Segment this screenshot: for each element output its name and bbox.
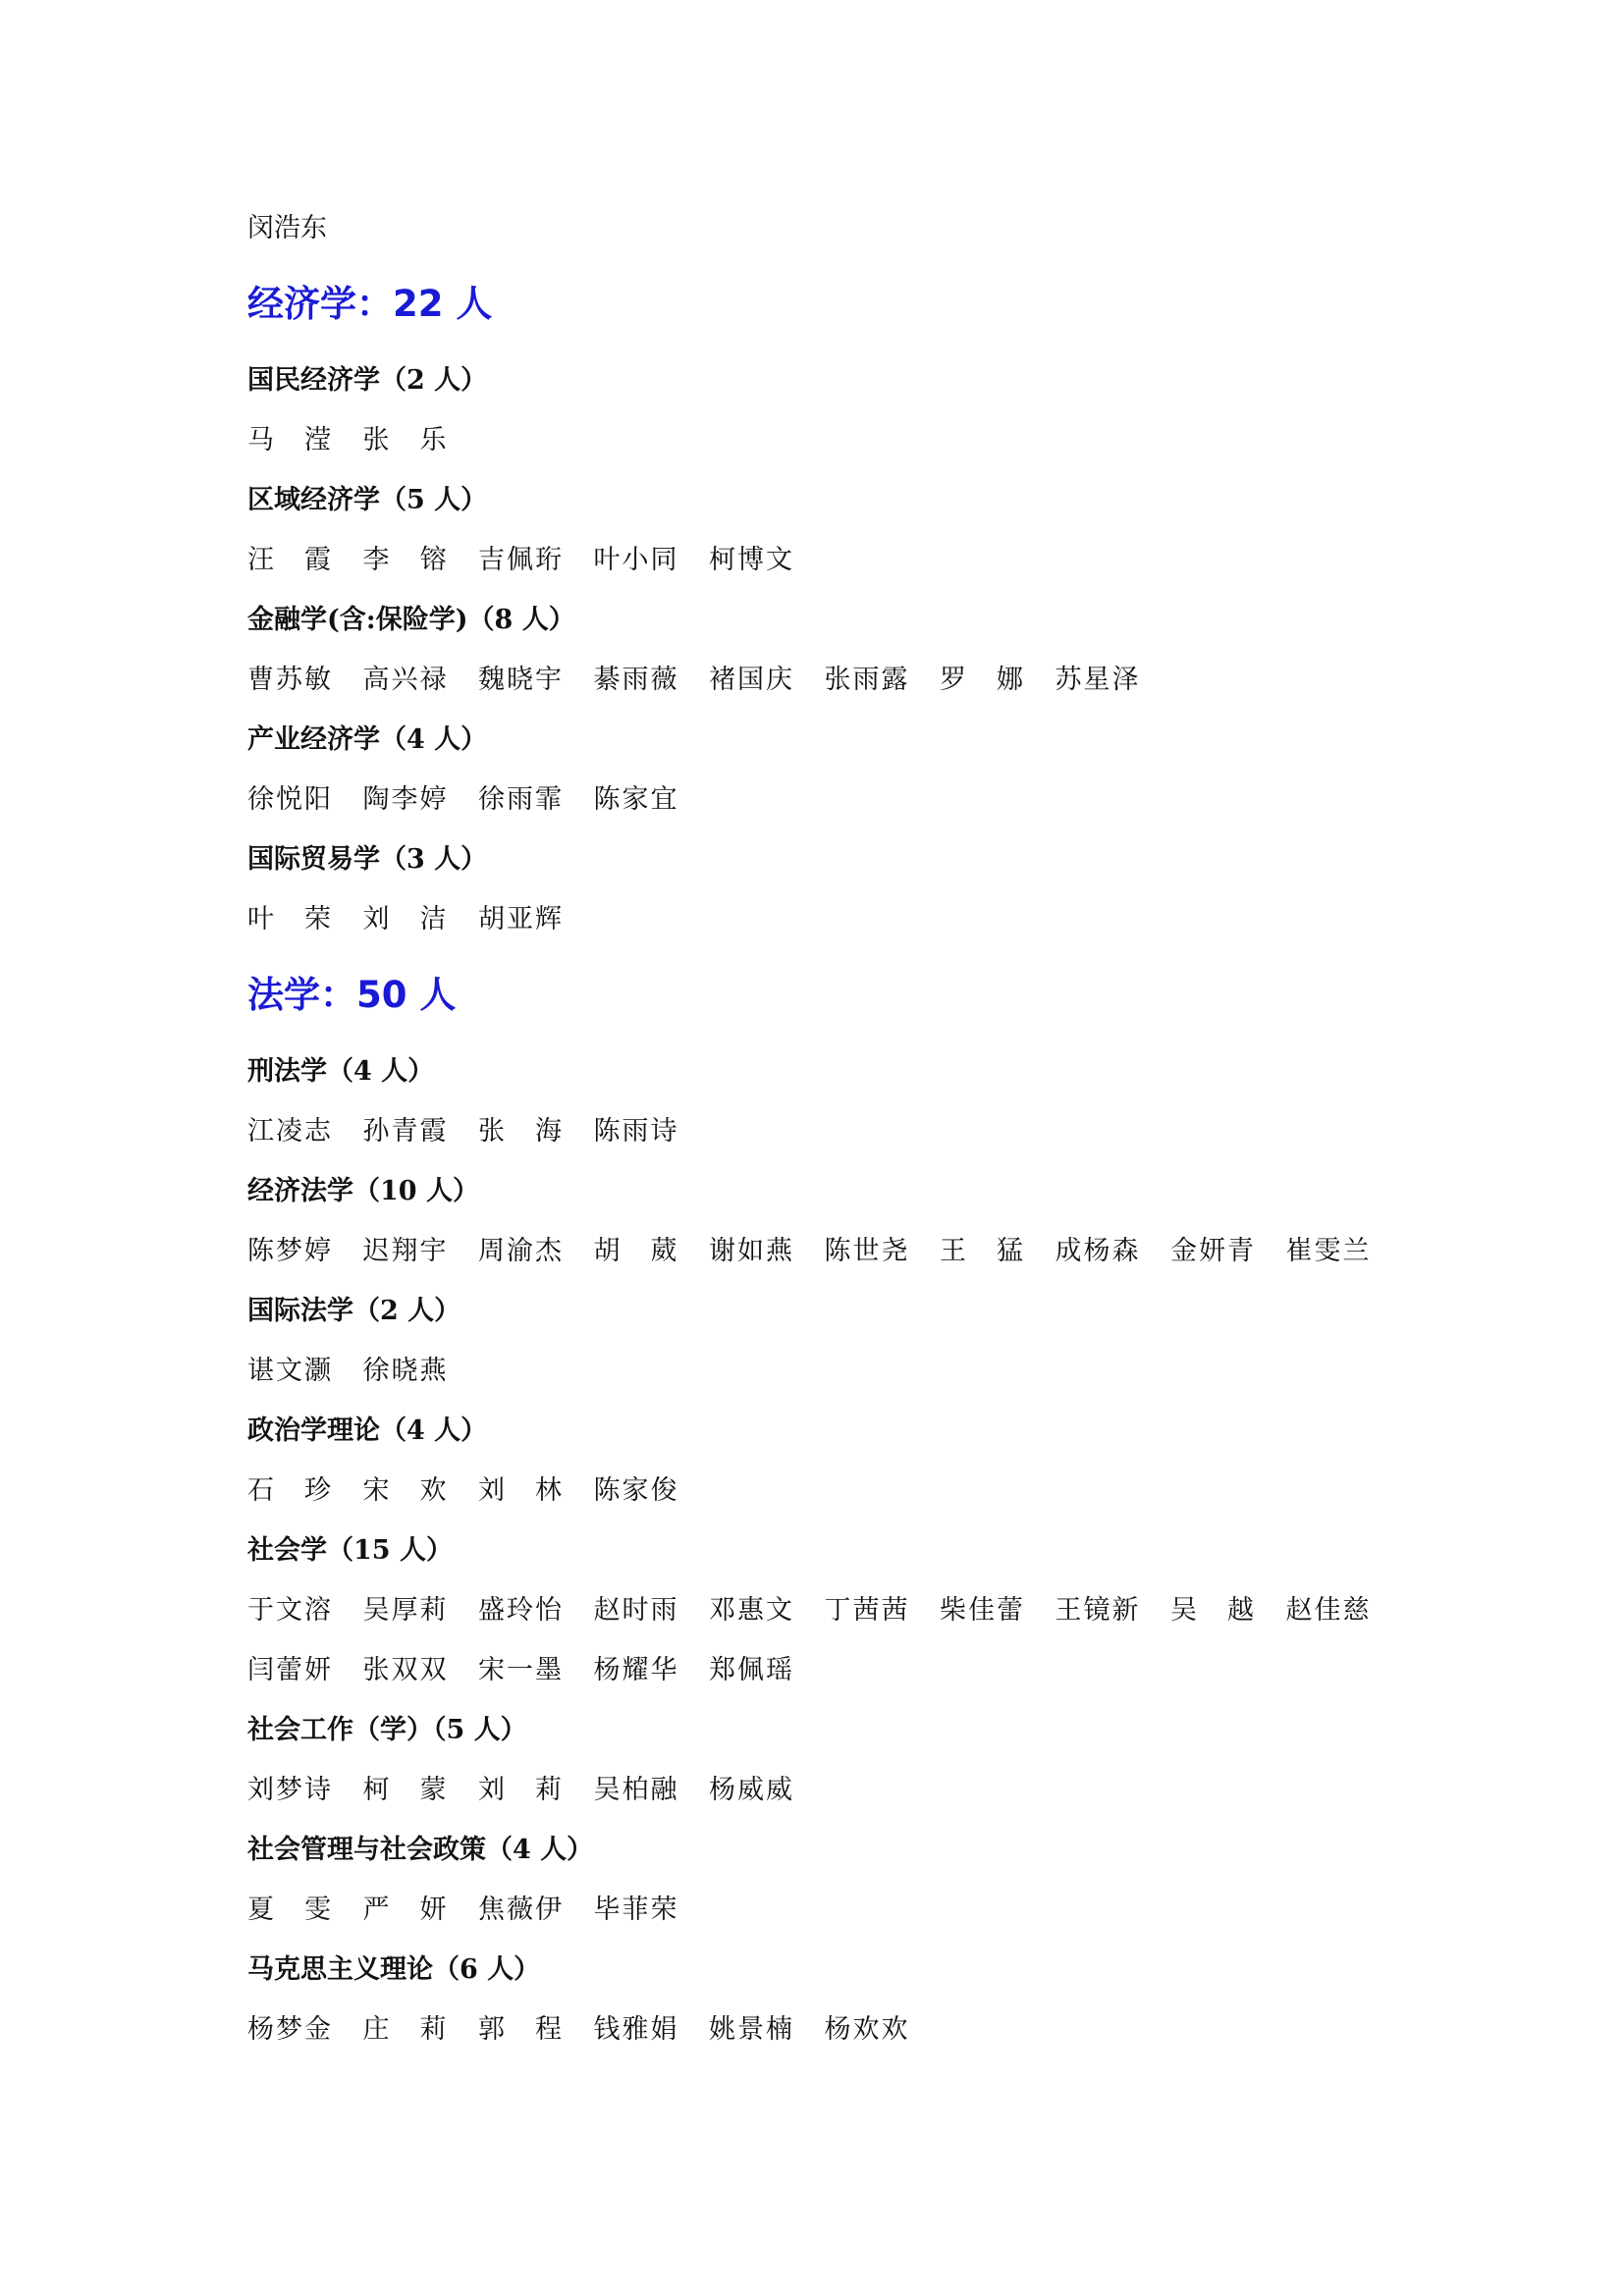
person-name: 刘 林 [478,1475,562,1506]
person-name: 石 珍 [247,1475,331,1506]
person-name: 张 雨 露 [824,665,908,695]
person-name: 曹 苏 敏 [247,665,331,695]
person-name: 钱 雅 娟 [593,2014,677,2045]
subject-title: 国际贸易学（3 人） [247,844,488,875]
subject-title: 马克思主义理论（6 人） [247,1954,541,1985]
name-list [247,530,1426,590]
name-list [247,770,1426,829]
person-name: 刘 洁 [362,904,447,934]
document-page [247,198,1465,2059]
subject-title: 刑法学（4 人） [247,1056,435,1087]
person-name: 刘 莉 [478,1775,562,1805]
name-list [247,1760,1426,1820]
person-name: 马 滢 [247,425,331,455]
person-name: 崔 雯 兰 [1285,1236,1370,1266]
person-name: 盛 玲 怡 [478,1595,562,1626]
section-title: 经济学：22 人 [247,283,493,325]
person-name: 吴 越 [1170,1595,1254,1626]
person-name: 成 杨 森 [1055,1236,1139,1266]
person-name: 高 兴 禄 [362,665,447,695]
subject-title: 国际法学（2 人） [247,1296,461,1326]
lead-name: 闵浩东 [247,213,327,243]
name-list [247,1341,1426,1401]
person-name: 徐 晓 燕 [362,1356,447,1386]
person-name: 徐 雨 霏 [478,784,562,815]
person-name: 谌 文 灏 [247,1356,331,1386]
person-name: 陶 李 婷 [362,784,447,815]
name-list [247,1880,1426,1940]
name-list [247,650,1426,710]
subject-title: 社会学（15 人） [247,1535,453,1566]
person-name: 谢 如 燕 [709,1236,792,1266]
name-list [247,889,1426,949]
subject-title: 区域经济学（5 人） [247,485,488,515]
name-list [247,410,1426,470]
person-name: 金 妍 青 [1170,1236,1254,1266]
person-name: 柯 蒙 [362,1775,447,1805]
person-name: 苏 星 泽 [1055,665,1139,695]
person-name: 罗 娜 [940,665,1023,695]
person-name: 姚 景 楠 [709,2014,792,2045]
person-name: 郑 佩 瑶 [709,1655,792,1685]
person-name: 刘 梦 诗 [247,1775,331,1805]
subject-title: 产业经济学（4 人） [247,724,488,755]
person-name: 丁 茜 茜 [824,1595,908,1626]
person-name: 吴 柏 融 [593,1775,677,1805]
person-name: 闫 蕾 妍 [247,1655,331,1685]
person-name: 杨 欢 欢 [824,2014,908,2045]
person-name: 宋 一 墨 [478,1655,562,1685]
subject-title: 经济法学（10 人） [247,1176,479,1206]
person-name: 柴 佳 蕾 [940,1595,1023,1626]
person-name: 夏 雯 [247,1895,331,1925]
sections-container [247,258,1465,2059]
person-name: 陈 梦 婷 [247,1236,331,1266]
person-name: 綦 雨 薇 [593,665,677,695]
person-name: 柯 博 文 [709,545,792,575]
person-name: 毕 菲 荣 [593,1895,677,1925]
person-name: 赵 时 雨 [593,1595,677,1626]
person-name: 邓 惠 文 [709,1595,792,1626]
person-name: 陈 世 尧 [824,1236,908,1266]
person-name: 杨 梦 金 [247,2014,331,2045]
name-list [247,1580,1426,1700]
name-list [247,1461,1426,1521]
person-name: 陈 家 俊 [593,1475,677,1506]
person-name: 于 文 溶 [247,1595,331,1626]
person-name: 叶 荣 [247,904,331,934]
person-name: 杨 威 威 [709,1775,792,1805]
person-name: 褚 国 庆 [709,665,792,695]
person-name: 张 海 [478,1116,562,1147]
person-name: 陈 雨 诗 [593,1116,677,1147]
person-name: 焦 薇 伊 [478,1895,562,1925]
person-name: 徐 悦 阳 [247,784,331,815]
subject-title: 政治学理论（4 人） [247,1415,488,1446]
person-name: 周 渝 杰 [478,1236,562,1266]
person-name: 陈 家 宜 [593,784,677,815]
person-name: 魏 晓 宇 [478,665,562,695]
person-name: 叶 小 同 [593,545,677,575]
name-list [247,1101,1426,1161]
person-name: 李 镕 [362,545,447,575]
person-name: 江 凌 志 [247,1116,331,1147]
person-name: 杨 耀 华 [593,1655,677,1685]
name-list [247,1221,1426,1281]
subject-title: 金融学(含:保险学)（8 人） [247,605,575,635]
person-name: 吴 厚 莉 [362,1595,447,1626]
person-name: 严 妍 [362,1895,447,1925]
person-name: 张 乐 [362,425,447,455]
person-name: 赵 佳 慈 [1285,1595,1370,1626]
person-name: 宋 欢 [362,1475,447,1506]
person-name: 郭 程 [478,2014,562,2045]
person-name: 王 镜 新 [1055,1595,1139,1626]
person-name: 胡 葳 [593,1236,677,1266]
person-name: 庄 莉 [362,2014,447,2045]
subject-title: 社会管理与社会政策（4 人） [247,1835,594,1865]
person-name: 王 猛 [940,1236,1023,1266]
person-name: 孙 青 霞 [362,1116,447,1147]
subject-title: 社会工作（学）（5 人） [247,1715,527,1745]
person-name: 胡 亚 辉 [478,904,562,934]
person-name: 汪 霞 [247,545,331,575]
person-name: 迟 翔 宇 [362,1236,447,1266]
person-name: 张 双 双 [362,1655,447,1685]
subject-title: 国民经济学（2 人） [247,365,488,396]
section-title: 法学：50 人 [247,974,457,1016]
name-list [247,2000,1426,2059]
person-name: 吉 佩 珩 [478,545,562,575]
